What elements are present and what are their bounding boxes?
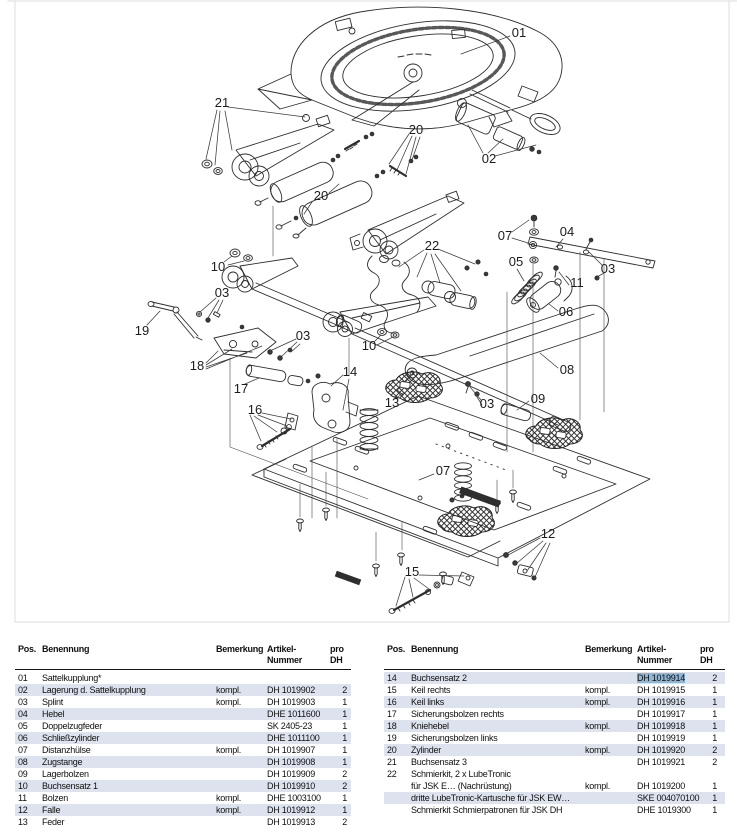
- cell-note: [216, 720, 267, 732]
- callout-03-a: 03: [214, 285, 230, 300]
- table-row: [15, 696, 351, 708]
- cell-name: Feder: [42, 817, 65, 827]
- leader-lines: [147, 36, 604, 606]
- cell-art: SK 2405-23: [267, 721, 313, 731]
- cell-art: DH 1019909: [267, 769, 316, 779]
- cell-note: [585, 768, 637, 780]
- cell-art: DH 1019913: [267, 817, 316, 827]
- cylinders: [255, 132, 418, 238]
- cell-note: [585, 792, 637, 804]
- cell-qty: 2: [712, 757, 717, 767]
- table-row: [15, 780, 351, 792]
- cell-note: kompl.: [216, 745, 242, 755]
- table-header: [15, 642, 351, 670]
- cell-note: [585, 708, 637, 720]
- table-row: [15, 744, 351, 756]
- callout-11: 11: [570, 275, 584, 290]
- table-row: [384, 744, 725, 756]
- cell-name: Lagerung d. Sattelkupplung: [42, 685, 146, 695]
- callout-labels: [135, 25, 615, 579]
- cell-name: Zylinder: [411, 745, 442, 755]
- cell-name: Hebel: [42, 709, 65, 719]
- cell-qty: 1: [712, 733, 717, 743]
- knee-lever-plate: [214, 325, 292, 360]
- cell-note: [216, 756, 267, 768]
- cell-note: kompl.: [585, 781, 611, 791]
- callout-07-bottom: 07: [435, 463, 451, 478]
- table-row: [15, 804, 351, 816]
- cell-qty: 1: [342, 745, 347, 755]
- bolt-stack: [529, 215, 538, 263]
- cell-note: [216, 708, 267, 720]
- callout-10-left: 10: [210, 259, 226, 274]
- cell-art: SKE 004070100: [637, 793, 700, 803]
- cell-note: [585, 756, 637, 768]
- callout-04: 04: [559, 224, 575, 239]
- column-header-art-line2: Nummer: [267, 654, 303, 665]
- callout-17: 17: [233, 381, 249, 396]
- screw-set-15: [389, 572, 474, 613]
- cell-note: [585, 732, 637, 744]
- table-row: [15, 684, 351, 696]
- table-row: [384, 672, 725, 684]
- callout-06: 06: [558, 304, 574, 319]
- selected-text-highlight[interactable]: DH 1019914: [637, 673, 686, 683]
- parts-table-left: [15, 642, 351, 828]
- cell-art: DH 1019917: [637, 709, 686, 719]
- cell-art: DH 1019921: [637, 757, 686, 767]
- callout-02: 02: [481, 151, 497, 166]
- cell-qty: 2: [342, 685, 347, 695]
- cell-note: kompl.: [585, 745, 611, 755]
- rocker-arm-left: [202, 115, 334, 187]
- mounting-bracket: [306, 374, 358, 433]
- cell-pos: 04: [18, 709, 28, 719]
- cell-pos: [384, 804, 411, 816]
- cell-pos: 22: [387, 769, 397, 779]
- cell-name: Zugstange: [42, 757, 83, 767]
- cell-pos: 07: [18, 745, 28, 755]
- column-header-qty-line2: DH: [700, 654, 713, 665]
- lever-bar: [528, 237, 655, 280]
- cell-pos: 16: [387, 697, 397, 707]
- cell-name: Schmierkit, 2 x LubeTronic: [411, 769, 511, 779]
- cell-pos: 14: [387, 673, 397, 683]
- cell-qty: 1: [712, 793, 717, 803]
- cell-name: Bolzen: [42, 793, 69, 803]
- cell-pos: 11: [18, 793, 27, 803]
- bearing-pin: [500, 403, 532, 422]
- cell-art: DH 1019903: [267, 697, 316, 707]
- callout-21: 21: [214, 95, 230, 110]
- cell-qty: [330, 672, 351, 684]
- cell-qty: 1: [712, 697, 717, 707]
- table-row: [15, 732, 351, 744]
- callout-03-d: 03: [479, 396, 495, 411]
- cell-qty: 1: [712, 721, 717, 731]
- cell-qty: 1: [712, 709, 717, 719]
- cell-name: Keil rechts: [411, 685, 451, 695]
- cell-art: DH 1019919: [637, 733, 686, 743]
- cell-name: Distanzhülse: [42, 745, 91, 755]
- callout-16: 16: [247, 402, 263, 417]
- cell-name: Lagerbolzen: [42, 769, 89, 779]
- cell-note: [216, 780, 267, 792]
- cell-pos: 03: [18, 697, 28, 707]
- cell-qty: 1: [712, 685, 717, 695]
- parts-table-right: [384, 642, 725, 816]
- cell-pos: 19: [387, 733, 397, 743]
- cell-pos: 09: [18, 769, 28, 779]
- callout-22: 22: [424, 238, 440, 253]
- cell-note: [216, 768, 267, 780]
- cell-name: dritte LubeTronic-Kartusche für JSK EW…: [411, 793, 570, 803]
- cell-qty: 2: [342, 781, 347, 791]
- cell-pos: 15: [387, 685, 397, 695]
- callout-18: 18: [189, 358, 205, 373]
- cell-name: Kniehebel: [411, 721, 449, 731]
- table-row: [15, 672, 351, 684]
- hand-grip: [148, 301, 202, 340]
- cell-qty: 1: [342, 709, 347, 719]
- cell-pos: 02: [18, 685, 28, 695]
- table-body-right: [384, 672, 725, 816]
- callout-07-top: 07: [497, 228, 513, 243]
- cell-name: Sattelkupplung*: [42, 673, 102, 683]
- cell-art: DHE 1011100: [267, 733, 320, 743]
- column-header-qty-line2: DH: [330, 654, 343, 665]
- callout-20-right: 20: [408, 122, 424, 137]
- column-header-name: Benennung: [42, 644, 90, 654]
- callout-14: 14: [342, 364, 358, 379]
- table-row: [384, 780, 725, 792]
- callout-15: 15: [404, 564, 420, 579]
- cell-pos: 21: [387, 757, 397, 767]
- cell-note: kompl.: [585, 697, 611, 707]
- latch-parts: [503, 552, 536, 580]
- cell-name: Buchsensatz 1: [42, 781, 98, 791]
- cell-pos: [384, 780, 411, 792]
- cell-name: für JSK E… (Nachrüstung): [411, 781, 512, 791]
- table-row: [15, 816, 351, 828]
- cell-note: kompl.: [216, 805, 242, 815]
- cell-art: DH 1019907: [267, 745, 316, 755]
- table-row: [384, 684, 725, 696]
- cell-pos: 12: [18, 805, 28, 815]
- column-header-note: Bemerkung: [585, 644, 633, 654]
- cell-name: Sicherungsbolzen links: [411, 733, 498, 743]
- cell-note: [216, 672, 267, 684]
- cell-qty: 1: [712, 781, 717, 791]
- cell-art: DH 1019918: [637, 721, 686, 731]
- cell-qty: 1: [342, 757, 347, 767]
- cell-pos: 01: [18, 673, 28, 683]
- cell-art: DHE 1011600: [267, 709, 321, 719]
- cell-qty: 1: [342, 733, 347, 743]
- column-header-note: Bemerkung: [216, 644, 264, 654]
- cell-art: DHE 1003100: [267, 793, 321, 803]
- table-row: [384, 708, 725, 720]
- cell-pos: 08: [18, 757, 28, 767]
- cell-pos: 17: [387, 709, 397, 719]
- cell-note: kompl.: [216, 685, 242, 695]
- cell-pos: [384, 792, 411, 804]
- table-row: [384, 732, 725, 744]
- cell-qty: 2: [342, 769, 347, 779]
- column-header-name: Benennung: [411, 644, 459, 654]
- column-header-qty-line1: pro: [700, 644, 714, 654]
- cell-qty: 2: [342, 817, 347, 827]
- column-header-art: [637, 644, 700, 665]
- figure-frame: [8, 1, 737, 622]
- cell-note: kompl.: [585, 721, 611, 731]
- column-header-pos: Pos.: [387, 644, 406, 654]
- table-row: [384, 720, 725, 732]
- table-row: [15, 708, 351, 720]
- cell-art: DH 1019916: [637, 697, 686, 707]
- cell-pos: 18: [387, 721, 397, 731]
- table-row: [384, 756, 725, 768]
- table-header: [384, 642, 725, 670]
- cell-note: [585, 672, 637, 684]
- cell-name: Keil links: [411, 697, 445, 707]
- wiring-harness: [361, 256, 488, 333]
- callout-10-mid: 10: [361, 338, 377, 353]
- column-header-art-line2: Nummer: [637, 654, 673, 665]
- cell-art: [637, 768, 700, 780]
- callout-09: 09: [530, 391, 546, 406]
- callout-12: 12: [540, 526, 556, 541]
- cell-qty: 2: [712, 673, 717, 683]
- cell-pos: 13: [18, 817, 28, 827]
- cell-art: DHE 1019300: [637, 805, 691, 815]
- cell-name: Schmierkit Schmierpatronen für JSK DH: [411, 805, 563, 815]
- column-header-art-line1: Artikel-: [267, 644, 297, 654]
- cell-note: kompl.: [216, 793, 242, 803]
- cell-name: Falle: [42, 805, 61, 815]
- cell-art: DH 1019908: [267, 757, 316, 767]
- cell-name: Splint: [42, 697, 64, 707]
- splint-pins-left: [196, 311, 220, 322]
- cell-pos: 06: [18, 733, 28, 743]
- table-row: [15, 792, 351, 804]
- column-header-qty: [330, 644, 351, 665]
- cell-name: Schließzylinder: [42, 733, 100, 743]
- cell-art: DH 1019920: [637, 745, 686, 755]
- roller-pin: [245, 364, 303, 386]
- cell-name: Buchsensatz 2: [411, 673, 467, 683]
- callout-13: 13: [384, 395, 400, 410]
- cell-art: DH 1019912: [267, 805, 316, 815]
- column-header-art-line1: Artikel-: [637, 644, 667, 654]
- cell-name: Doppelzugfeder: [42, 721, 103, 731]
- column-header-pos: Pos.: [18, 644, 37, 654]
- cell-qty: 1: [712, 805, 717, 815]
- cell-pos: 05: [18, 721, 28, 731]
- cell-qty: 1: [342, 793, 347, 803]
- cell-qty: 1: [342, 721, 347, 731]
- cell-pos: 10: [18, 781, 28, 791]
- callout-20-center: 20: [313, 188, 329, 203]
- column-header-art: [267, 644, 330, 665]
- table-row: [15, 756, 351, 768]
- cell-note: [585, 804, 637, 816]
- cell-pos: 20: [387, 745, 397, 755]
- coil-springs: [360, 409, 472, 502]
- table-row: [15, 768, 351, 780]
- cell-note: [216, 816, 267, 828]
- screw-set-16: [257, 413, 298, 449]
- callout-03-b: 03: [295, 328, 311, 343]
- cell-art: [267, 672, 330, 684]
- table-row: [384, 768, 725, 780]
- table-body-left: [15, 672, 351, 828]
- cell-note: [216, 732, 267, 744]
- column-header-qty-line1: pro: [330, 644, 344, 654]
- cell-art: DH 1019902: [267, 685, 316, 695]
- cell-name: Sicherungsbolzen rechts: [411, 709, 504, 719]
- cell-qty: 2: [712, 745, 717, 755]
- cell-qty: 1: [342, 805, 347, 815]
- cell-art: DH 1019910: [267, 781, 316, 791]
- cell-art: DH 1019915: [637, 685, 686, 695]
- cell-note: kompl.: [585, 685, 611, 695]
- cell-name: Buchsensatz 3: [411, 757, 467, 767]
- cell-qty: 1: [342, 697, 347, 707]
- table-row: [384, 792, 725, 804]
- callout-19: 19: [134, 323, 150, 338]
- table-row: [15, 720, 351, 732]
- table-row: [384, 696, 725, 708]
- callout-05: 05: [508, 254, 524, 269]
- cell-note: kompl.: [216, 697, 242, 707]
- cell-art: DH 1019200: [637, 781, 686, 791]
- callout-08: 08: [559, 362, 575, 377]
- cell-qty: [700, 768, 725, 780]
- column-header-qty: [700, 644, 725, 665]
- callout-01: 01: [511, 25, 527, 40]
- table-row: [384, 804, 725, 816]
- callout-03-c: 03: [600, 261, 616, 276]
- cell-art: [637, 672, 700, 684]
